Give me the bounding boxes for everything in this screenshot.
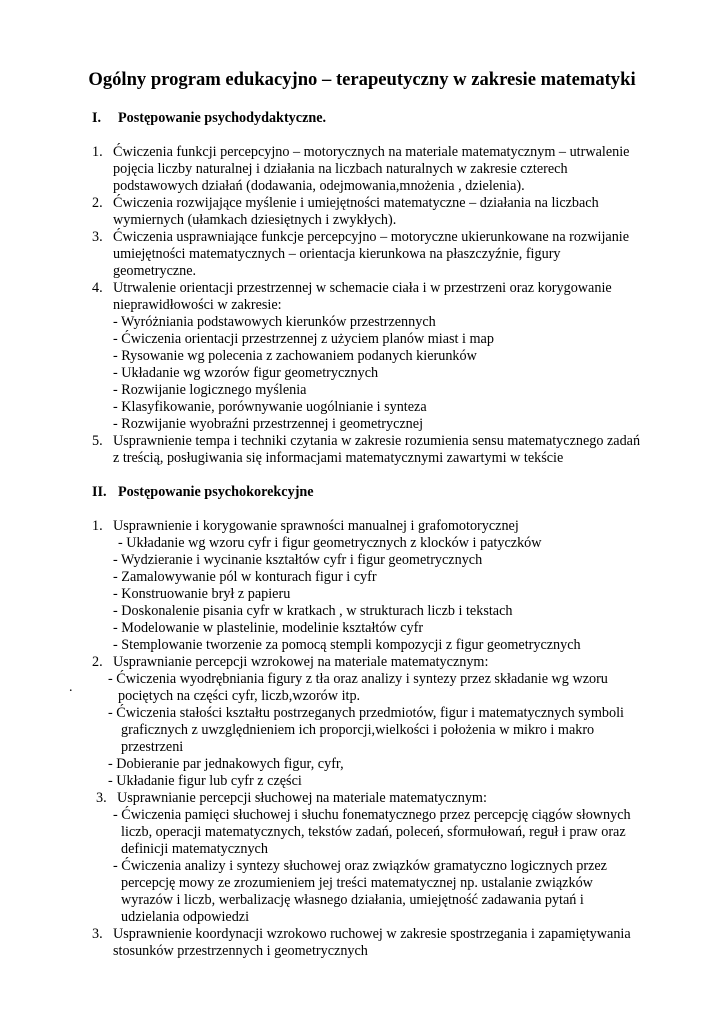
s2-item-1-bullet-6: - Modelowanie w plastelinie, modelinie kształtów cyfr: [113, 620, 424, 636]
s1-item-2-line-2: wymiernych (ułamkach dziesiętnych i zwykłych).: [113, 212, 397, 228]
s2-item-3-number: 3.: [96, 790, 107, 806]
s2-item-3-bullet-1: - Ćwiczenia pamięci słuchowej i słuchu fonematycznego przez percepcję ciągów słownych: [113, 807, 631, 823]
s2-item-1-bullet-1: - Układanie wg wzoru cyfr i figur geometrycznych z klocków i patyczków: [118, 535, 542, 551]
s2-item-3-bullet-2: - Ćwiczenia analizy i syntezy słuchowej oraz związków gramatyczno logicznych przez: [113, 858, 607, 874]
s1-item-1-line-3: podstawowych działań (dodawania, odejmowania,mnożenia , dzielenia).: [113, 178, 525, 194]
s2-item-3-bullet-2-cont-1: percepcję mowy ze zrozumieniem jej treści matematycznej np. ustalanie związków: [121, 875, 593, 891]
s2-item-2-bullet-4: - Układanie figur lub cyfr z części: [108, 773, 302, 789]
s2-item-4-line-1: Usprawnienie koordynacji wzrokowo ruchowej w zakresie spostrzegania i zapamiętywania: [113, 926, 631, 942]
s2-item-1-bullet-3: - Zamalowywanie pól w konturach figur i cyfr: [113, 569, 377, 585]
s2-item-3-bullet-2-cont-2: wyrazów i liczb, werbalizację własnego działania, umiejętność zadawania pytań i: [121, 892, 584, 908]
s1-item-4-number: 4.: [92, 280, 103, 296]
s1-item-4-bullet-2: - Ćwiczenia orientacji przestrzennej z użyciem planów miast i map: [113, 331, 494, 347]
s2-item-4-number: 3.: [92, 926, 103, 942]
section-2-numeral: II.: [92, 484, 107, 500]
s2-item-2-line-1: Usprawnianie percepcji wzrokowej na materiale matematycznym:: [113, 654, 489, 670]
s2-item-3-bullet-1-cont-1: liczb, operacji matematycznych, tekstów zadań, poleceń, sformułowań, reguł i praw oraz: [121, 824, 626, 840]
s1-item-1-line-2: pojęcia liczby naturalnej i działania na liczbach naturalnych w zakresie czterech: [113, 161, 568, 177]
s1-item-4-line-1: Utrwalenie orientacji przestrzennej w schemacie ciała i w przestrzeni oraz korygowanie: [113, 280, 612, 296]
s2-item-2-bullet-2: - Ćwiczenia stałości kształtu postrzeganych przedmiotów, figur i matematycznych symboli: [108, 705, 624, 721]
s2-item-2-bullet-1: - Ćwiczenia wyodrębniania figury z tła oraz analizy i syntezy przez składanie wg wzoru: [108, 671, 608, 687]
section-2-title: Postępowanie psychokorekcyjne: [118, 484, 314, 500]
s2-item-2-bullet-1-cont: pociętych na części cyfr, liczb,wzorów itp.: [118, 688, 361, 704]
s2-item-1-line-1: Usprawnienie i korygowanie sprawności manualnej i grafomotorycznej: [113, 518, 519, 534]
s1-item-4-line-2: nieprawidłowości w zakresie:: [113, 297, 282, 313]
s2-item-1-number: 1.: [92, 518, 103, 534]
s2-item-1-bullet-4: - Konstruowanie brył z papieru: [113, 586, 291, 602]
s2-item-3-bullet-1-cont-2: definicji matematycznych: [121, 841, 268, 857]
s1-item-4-bullet-6: - Klasyfikowanie, porównywanie uogólnianie i synteza: [113, 399, 427, 415]
s1-item-5-line-2: z treścią, posługiwania się informacjami matematycznymi zawartymi w tekście: [113, 450, 564, 466]
s2-item-4-line-2: stosunków przestrzennych i geometrycznych: [113, 943, 368, 959]
s1-item-3-line-2: umiejętności matematycznych – orientacja kierunkowa na płaszczyźnie, figury: [113, 246, 561, 262]
s2-item-1-bullet-2: - Wydzieranie i wycinanie kształtów cyfr i figur geometrycznych: [113, 552, 483, 568]
s1-item-5-line-1: Usprawnienie tempa i techniki czytania w zakresie rozumienia sensu matematycznego zadań: [113, 433, 641, 449]
s2-item-2-bullet-2-cont-2: przestrzeni: [121, 739, 184, 755]
document-title: Ogólny program edukacyjno – terapeutyczny w zakresie matematyki: [88, 69, 636, 90]
s1-item-1-number: 1.: [92, 144, 103, 160]
s1-item-2-number: 2.: [92, 195, 103, 211]
s1-item-3-line-3: geometryczne.: [113, 263, 197, 279]
s2-item-2-bullet-2-cont-1: graficznych z uwzględnieniem ich proporcji,wielkości i położenia w mikro i makro: [121, 722, 595, 738]
section-1-heading: [92, 110, 326, 127]
s1-item-5-number: 5.: [92, 433, 103, 449]
s1-item-4-bullet-4: - Układanie wg wzorów figur geometrycznych: [113, 365, 379, 381]
s2-item-1-bullet-5: - Doskonalenie pisania cyfr w kratkach , w strukturach liczb i tekstach: [113, 603, 513, 619]
s1-item-4-bullet-1: - Wyróżniania podstawowych kierunków przestrzennych: [113, 314, 436, 330]
s2-item-3-bullet-2-cont-3: udzielania odpowiedzi: [121, 909, 250, 925]
s1-item-4-bullet-5: - Rozwijanie logicznego myślenia: [113, 382, 307, 398]
s2-item-1-bullet-7: - Stemplowanie tworzenie za pomocą stempli kompozycji z figur geometrycznych: [113, 637, 581, 653]
s2-item-3-line-1: Usprawnianie percepcji słuchowej na materiale matematycznym:: [117, 790, 487, 806]
s1-item-3-line-1: Ćwiczenia usprawniające funkcje percepcyjno – motoryczne ukierunkowane na rozwijanie: [113, 229, 630, 245]
s1-item-2-line-1: Ćwiczenia rozwijające myślenie i umiejętności matematyczne – działania na liczbach: [113, 195, 599, 211]
s1-item-1-line-1: Ćwiczenia funkcji percepcyjno – motorycznych na materiale matematycznym – utrwalenie: [113, 144, 630, 160]
s2-item-2-number: 2.: [92, 654, 103, 670]
section-1-numeral: I.: [92, 110, 102, 126]
s1-item-4-bullet-3: - Rysowanie wg polecenia z zachowaniem podanych kierunków: [113, 348, 477, 364]
s2-item-2-bullet-3: - Dobieranie par jednakowych figur, cyfr,: [108, 756, 344, 772]
section-2-heading: [92, 484, 314, 501]
section-1-title: Postępowanie psychodydaktyczne.: [118, 110, 327, 126]
margin-dot: .: [69, 680, 73, 695]
s1-item-4-bullet-7: - Rozwijanie wyobraźni przestrzennej i geometrycznej: [113, 416, 424, 432]
s1-item-3-number: 3.: [92, 229, 103, 245]
